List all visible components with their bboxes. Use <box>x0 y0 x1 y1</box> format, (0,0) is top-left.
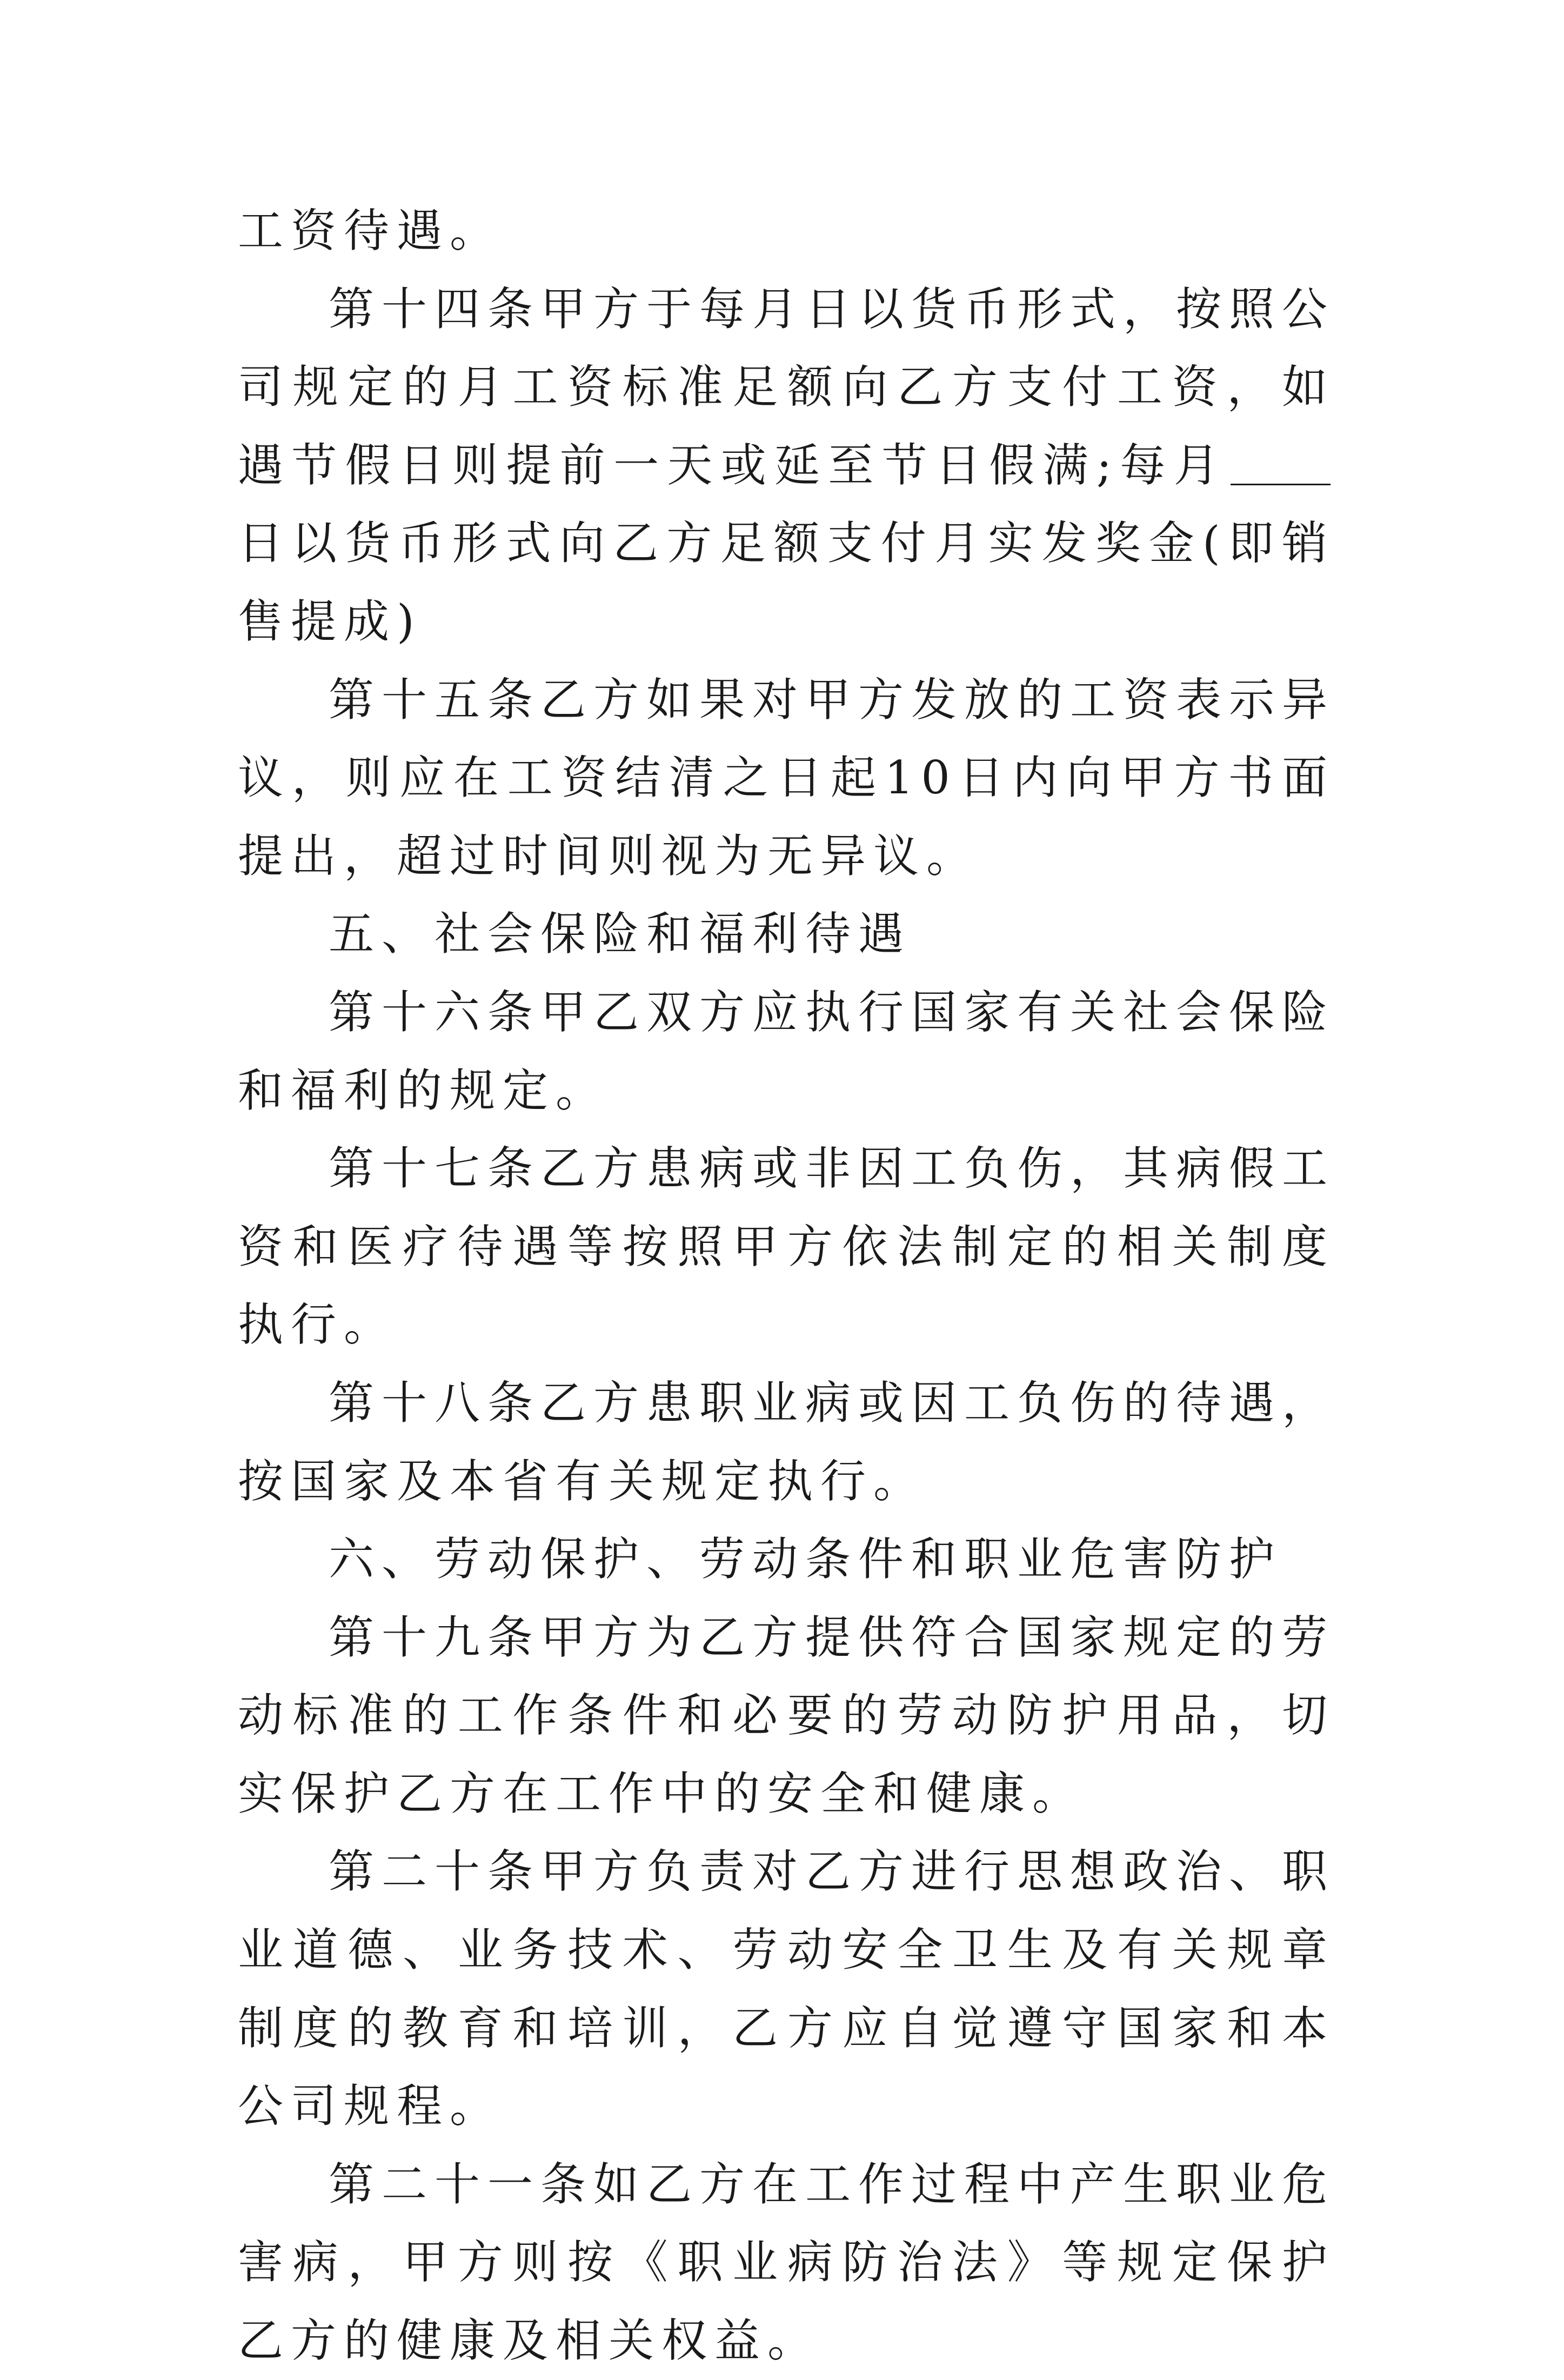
section-6-heading: 六、劳动保护、劳动条件和职业危害防护 <box>329 1533 1282 1586</box>
section-5-heading: 五、社会保险和福利待遇 <box>329 907 912 961</box>
article-14-text-cont: 日以货币形式向乙方足额支付月实发奖金(即销售提成) <box>238 517 1335 648</box>
article-18: 第十八条乙方患职业病或因工负伤的待遇，按国家及本省有关规定执行。 <box>238 1376 1335 1508</box>
paragraph-wage-treatment-end: 工资待遇。 <box>238 204 503 257</box>
article-14-text: 第十四条甲方于每月日以货币形式，按照公司规定的月工资标准足额向乙方支付工资，如遇节假日则提前一天或延至节日假满;每月 <box>238 282 1335 492</box>
article-17: 第十七条乙方患病或非因工负伤，其病假工资和医疗待遇等按照甲方依法制定的相关制度执行。 <box>238 1142 1335 1352</box>
document-body <box>238 192 1335 2380</box>
article-20: 第二十条甲方负责对乙方进行思想政治、职业道德、业务技术、劳动安全卫生及有关规章制度的教育和培训，乙方应自觉遵守国家和本公司规程。 <box>238 1845 1335 2133</box>
article-16: 第十六条甲乙双方应执行国家有关社会保险和福利的规定。 <box>238 985 1335 1117</box>
article-15: 第十五条乙方如果对甲方发放的工资表示异议，则应在工资结清之日起10日内向甲方书面提出，超过时间则视为无异议。 <box>238 673 1335 883</box>
article-21: 第二十一条如乙方在工作过程中产生职业危害病，甲方则按《职业病防治法》等规定保护乙方的健康及相关权益。 <box>238 2157 1335 2368</box>
article-19: 第十九条甲方为乙方提供符合国家规定的劳动标准的工作条件和必要的劳动防护用品，切实保护乙方在工作中的安全和健康。 <box>238 1610 1335 1820</box>
fill-in-blank-day <box>1231 438 1331 485</box>
article-14 <box>238 270 1335 661</box>
